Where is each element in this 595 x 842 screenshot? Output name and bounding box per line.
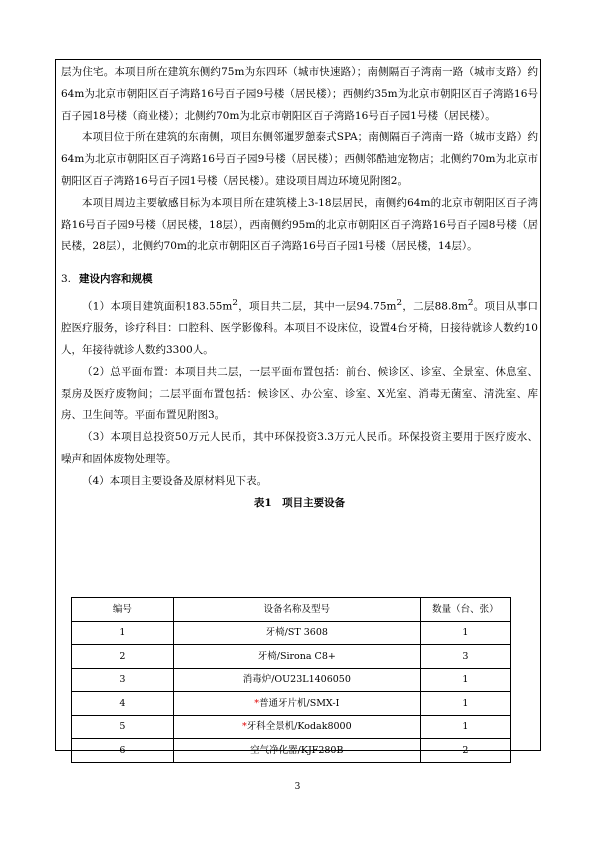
cell-no: 3	[72, 668, 174, 692]
table-row	[72, 739, 511, 763]
table-row	[72, 621, 511, 645]
cell-no: 5	[72, 715, 174, 739]
header-qty: 数量（台、张）	[420, 598, 510, 622]
table-row	[72, 715, 511, 739]
cell-name: *普通牙片机/SMX-I	[173, 692, 420, 716]
cell-no: 1	[72, 621, 174, 645]
cell-name: 空气净化器/KJF280B	[173, 739, 420, 763]
page-number: 3	[294, 782, 301, 792]
cell-name: 牙椅/ST 3608	[173, 621, 420, 645]
document-body	[61, 62, 538, 512]
section-number: 3.	[61, 273, 72, 286]
cell-name: *牙科全景机/Kodak8000	[173, 715, 420, 739]
section-title: 建设内容和规模	[79, 273, 153, 286]
cell-qty: 1	[420, 668, 510, 692]
table-row	[72, 645, 511, 669]
cell-qty: 2	[420, 739, 510, 763]
cell-qty: 3	[420, 645, 510, 669]
item-construction-area: （1）本项目建筑面积$183.55m^2$，项目共二层，其中一层$94.75m^2$，二层$88.8m^2$。项目从事口腔医疗服务，诊疗科目：口腔科、医学影像科。本项目不设床位，设置4台牙椅，日接待就诊人数约10人，年接待就诊人数约3300人。	[61, 297, 539, 357]
header-no: 编号	[72, 598, 174, 622]
item-floor-plan: （2）总平面布置：本项目共二层，一层平面布置包括：前台、候诊区、诊室、全景室、休息室、泵房及医疗废物间；二层平面布置包括：候诊区、办公室、诊室、X光室、消毒无菌室、清洗室、库房、卫生间等。平面布置见附图3。	[61, 365, 538, 422]
cell-name: 消毒炉/OU23L1406050	[173, 668, 420, 692]
red-asterisk: *	[254, 697, 259, 709]
cell-qty: 1	[420, 621, 510, 645]
cell-name: 牙椅/Sirona C8+	[173, 645, 420, 669]
paragraph-sensitive-targets: 本项目周边主要敏感目标为本项目所在建筑楼上3-18层居民，南侧约64m的北京市朝阳区百子湾路16号百子园9号楼（居民楼，18层），西南侧约95m的北京市朝阳区百子湾路16号百子园8号楼（居民楼，28层），北侧约70m的北京市朝阳区百子湾路16号百子园1号楼（居民楼，14层）。	[61, 196, 538, 253]
red-asterisk: *	[241, 721, 247, 732]
paragraph-surroundings-building: 层为住宅。本项目所在建筑东侧约75m为东四环（城市快速路）；南侧隔百子湾南一路（城市支路）约64m为北京市朝阳区百子湾路16号百子园9号楼（居民楼）；西侧约35m为北京市朝阳区百子湾路16号百子园18号楼（商业楼）；北侧约70m为北京市朝阳区百子湾路16号百子园1号楼（居民楼）。	[61, 66, 538, 122]
paragraph-surroundings-project: 本项目位于所在建筑的东南侧，项目东侧邻暹罗憩泰式SPA；南侧隔百子湾南一路（城市支路）约64m为北京市朝阳区百子湾路16号百子园9号楼（居民楼）；西侧邻酷迪宠物店；北侧约70m为北京市朝阳区百子湾路16号百子园1号楼（居民楼）。建设项目周边环境见附图2。	[61, 131, 538, 187]
cell-no: 6	[72, 739, 174, 763]
table-caption: 表1 项目主要设备	[253, 496, 346, 509]
item-investment: （3）本项目总投资50万元人民币，其中环保投资3.3万元人民币。环保投资主要用于医疗废水、噪声和固体废物处理等。	[61, 431, 538, 466]
header-name: 设备名称及型号	[173, 598, 420, 622]
cell-no: 2	[72, 645, 174, 669]
table-row	[72, 692, 511, 716]
cell-no: 4	[72, 692, 174, 716]
item-equipment-intro: （4）本项目主要设备及原材料见下表。	[82, 474, 268, 487]
equipment-table	[71, 597, 511, 763]
cell-qty: 1	[420, 692, 510, 716]
cell-qty: 1	[420, 715, 510, 739]
table-header-row	[72, 598, 511, 622]
table-row	[72, 668, 511, 692]
section-heading	[61, 269, 538, 291]
